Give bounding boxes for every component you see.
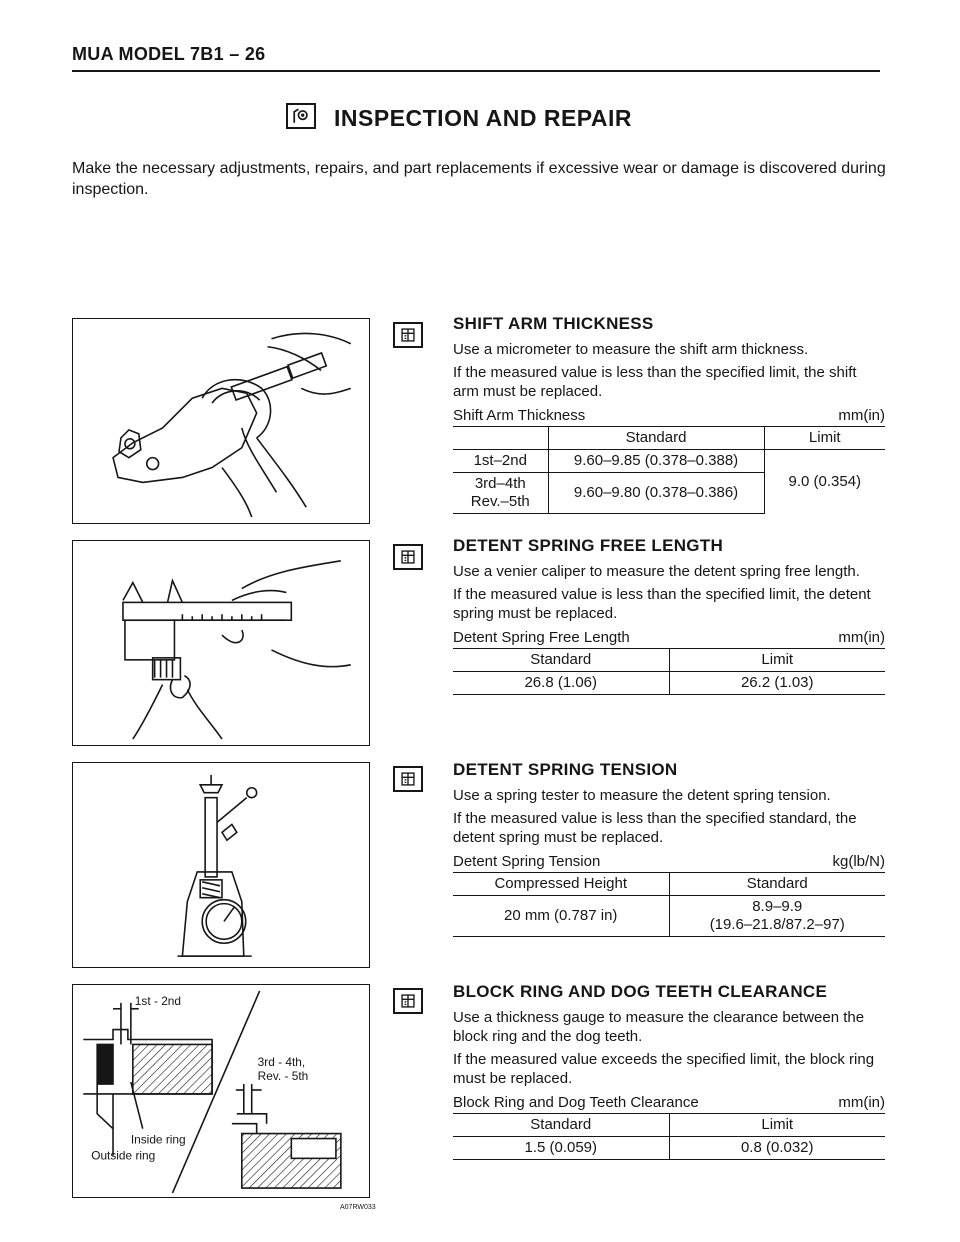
cell-line: Rev.–5th <box>470 493 530 510</box>
label-rev-5th: Rev. - 5th <box>257 1069 309 1084</box>
section-text: If the measured value is less than the specified limit, the detent spring must be replaced. <box>453 586 871 622</box>
section-text: If the measured value is less than the specified standard, the detent spring must be replaced. <box>453 810 857 846</box>
section-text: Use a spring tester to measure the detent spring tension. <box>453 787 831 804</box>
table-header-cell: Standard <box>548 427 764 450</box>
measurement-icon <box>393 544 423 570</box>
table-row <box>453 450 885 473</box>
shift-arm-micrometer-figure <box>72 318 370 524</box>
table-cell <box>669 896 885 937</box>
section-title: BLOCK RING AND DOG TEETH CLEARANCE <box>453 982 828 1001</box>
label-inside-ring: Inside ring <box>130 1132 186 1147</box>
table-row <box>453 672 885 695</box>
shift-arm-spec-table <box>453 427 885 514</box>
table-cell: 1st–2nd <box>473 452 527 469</box>
table-cell-limit: 9.0 (0.354) <box>764 450 885 514</box>
section-text: Use a thickness gauge to measure the clearance between the block ring and the dog teeth. <box>453 1009 865 1045</box>
table-header-cell: Standard <box>453 1114 669 1137</box>
figure-code: A07RW033 <box>340 1204 376 1211</box>
table-header-row <box>453 1114 885 1137</box>
inspection-icon <box>286 103 316 129</box>
table-header-cell <box>453 427 548 450</box>
cell-line: 3rd–4th <box>474 475 526 492</box>
section-text: If the measured value is less than the specified limit, the shift arm must be replaced. <box>453 364 857 400</box>
section-text: Use a micrometer to measure the shift arm thickness. <box>453 341 809 358</box>
spec-caption <box>453 407 885 427</box>
detent-length-section <box>453 536 885 695</box>
section-title: SHIFT ARM THICKNESS <box>453 314 654 333</box>
label-outside-ring: Outside ring <box>91 1148 156 1163</box>
table-cell: 26.2 (1.03) <box>669 672 885 695</box>
section-text: Use a venier caliper to measure the detent spring free length. <box>453 563 860 580</box>
block-ring-clearance-figure <box>72 984 370 1198</box>
intro-paragraph: Make the necessary adjustments, repairs, and part replacements if excessive wear or damage is discovered during inspection. <box>72 160 886 198</box>
table-row <box>453 896 885 937</box>
block-ring-section <box>453 982 885 1160</box>
page-title: INSPECTION AND REPAIR <box>334 105 633 131</box>
table-cell: 0.8 (0.032) <box>669 1137 885 1160</box>
measurement-icon <box>393 766 423 792</box>
table-cell: 20 mm (0.787 in) <box>453 896 669 937</box>
section-title: DETENT SPRING FREE LENGTH <box>453 536 724 555</box>
spec-caption <box>453 1094 885 1114</box>
table-header-row <box>453 649 885 672</box>
table-header-cell: Compressed Height <box>453 873 669 896</box>
spec-caption <box>453 629 885 649</box>
table-cell: 9.60–9.85 (0.378–0.388) <box>548 450 764 473</box>
spring-tester-figure <box>72 762 370 968</box>
table-cell: 26.8 (1.06) <box>453 672 669 695</box>
spec-caption-unit: kg(lb/N) <box>832 853 885 870</box>
table-header-cell: Standard <box>669 873 885 896</box>
spec-caption-unit: mm(in) <box>838 407 885 424</box>
section-title: DETENT SPRING TENSION <box>453 760 678 779</box>
table-header-row <box>453 873 885 896</box>
block-ring-spec-table <box>453 1114 885 1160</box>
measurement-icon <box>393 322 423 348</box>
label-3rd-4th: 3rd - 4th, <box>257 1055 306 1070</box>
spec-caption-label: Block Ring and Dog Teeth Clearance <box>453 1094 699 1111</box>
table-row <box>453 1137 885 1160</box>
table-header-cell: Limit <box>669 649 885 672</box>
detent-spring-caliper-figure <box>72 540 370 746</box>
table-header-row <box>453 427 885 450</box>
spec-caption-label: Detent Spring Tension <box>453 853 601 870</box>
shift-arm-section <box>453 314 885 514</box>
spec-caption <box>453 853 885 873</box>
table-header-cell: Limit <box>764 427 885 450</box>
detent-length-spec-table <box>453 649 885 695</box>
table-cell: 9.60–9.80 (0.378–0.386) <box>548 473 764 514</box>
detent-tension-spec-table <box>453 873 885 937</box>
page-header-title: MUA MODEL 7B1 – 26 <box>72 44 266 64</box>
table-cell: 1.5 (0.059) <box>453 1137 669 1160</box>
cell-line: (19.6–21.8/87.2–97) <box>709 916 845 933</box>
measurement-icon <box>393 988 423 1014</box>
header-divider <box>72 70 880 72</box>
table-header-cell: Limit <box>669 1114 885 1137</box>
table-cell <box>453 473 548 514</box>
spec-caption-unit: mm(in) <box>838 1094 885 1111</box>
spec-caption-unit: mm(in) <box>838 629 885 646</box>
spec-caption-label: Shift Arm Thickness <box>453 407 586 424</box>
table-header-cell: Standard <box>453 649 669 672</box>
section-text: If the measured value exceeds the specified limit, the block ring must be replaced. <box>453 1051 875 1087</box>
spec-caption-label: Detent Spring Free Length <box>453 629 630 646</box>
label-1st-2nd: 1st - 2nd <box>134 993 182 1008</box>
detent-tension-section <box>453 760 885 937</box>
cell-line: 8.9–9.9 <box>752 898 803 915</box>
